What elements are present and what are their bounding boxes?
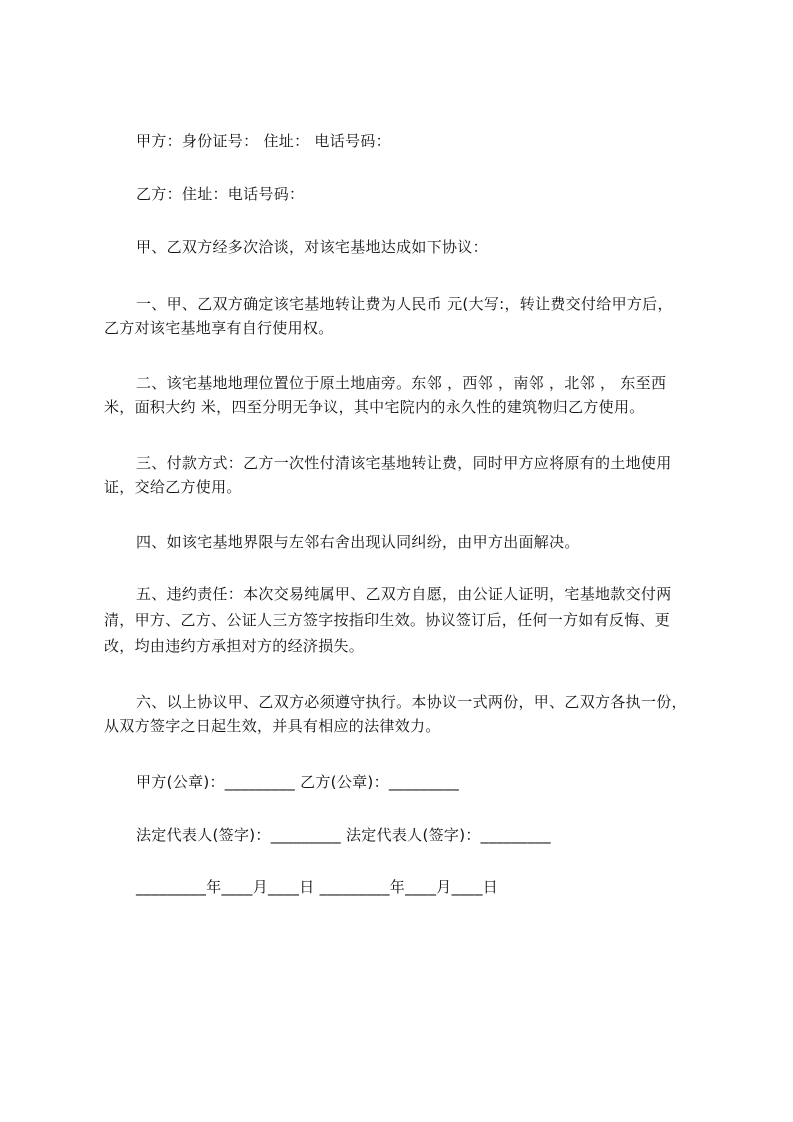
clause-3-line-2: 证，交给乙方使用。 <box>104 478 242 496</box>
clause-1-line-1: 一、甲、乙双方确定该宅基地转让费为人民币 元(大写:，转让费交付给甲方后， <box>136 295 673 313</box>
clause-6-line-1: 六、以上协议甲、乙双方必须遵守执行。本协议一式两份，甲、乙双方各执一份， <box>136 693 687 711</box>
seal-signature-line: 甲方(公章)：_________ 乙方(公章)：_________ <box>136 773 460 791</box>
clause-1-line-2: 乙方对该宅基地享有自行使用权。 <box>104 319 334 337</box>
party-a-line: 甲方：身份证号： 住址： 电话号码： <box>136 132 391 150</box>
clause-6-line-2: 从双方签字之日起生效，并具有相应的法律效力。 <box>104 717 441 735</box>
clause-5-line-1: 五、违约责任：本次交易纯属甲、乙双方自愿，由公证人证明，宅基地款交付两 <box>136 585 672 603</box>
date-line: _________年____月____日 _________年____月____日 <box>136 878 499 896</box>
intro-line: 甲、乙双方经多次洽谈，对该宅基地达成如下协议： <box>136 238 488 256</box>
clause-5-line-2: 清，甲方、乙方、公证人三方签字按指印生效。协议签订后，任何一方如有反悔、更 <box>104 611 671 629</box>
party-b-line: 乙方：住址：电话号码： <box>136 185 305 203</box>
clause-5-line-3: 改，均由违约方承担对方的经济损失。 <box>104 637 365 655</box>
clause-4-line-1: 四、如该宅基地界限与左邻右舍出现认同纠纷，由甲方出面解决。 <box>136 533 580 551</box>
clause-2-line-1: 二、该宅基地地理位置位于原土地庙旁。东邻 ，西邻 ，南邻 ，北邻 ， 东至西 <box>136 374 667 392</box>
clause-2-line-2: 米，面积大约 米，四至分明无争议，其中宅院内的永久性的建筑物归乙方使用。 <box>104 398 645 416</box>
representative-signature-line: 法定代表人(签字)：_________ 法定代表人(签字)：_________ <box>136 826 551 844</box>
clause-3-line-1: 三、付款方式：乙方一次性付清该宅基地转让费，同时甲方应将原有的土地使用 <box>136 454 672 472</box>
